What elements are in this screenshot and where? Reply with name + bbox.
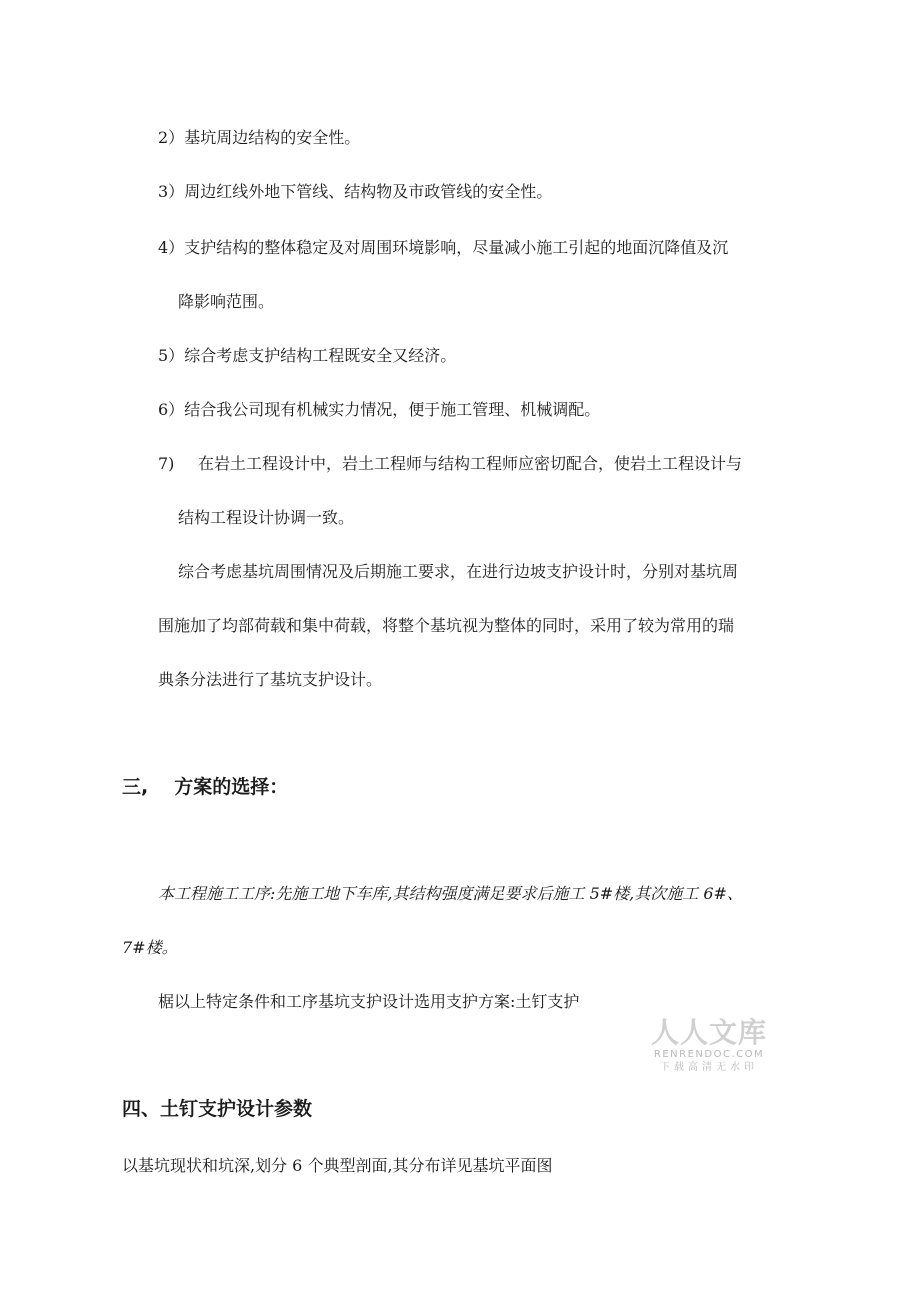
list-item-5 (158, 346, 456, 366)
list-text: 支护结构的整体稳定及对周围环境影响，尽量减小施工引起的地面沉降值及沉 (184, 238, 729, 257)
sequence-line-1: 本工程施工工序:先施工地下车库,其结构强度满足要求后施工 5#楼,其次施工 6#、 (158, 884, 743, 903)
list-text: 综合考虑支护结构工程既安全又经济。 (184, 346, 457, 365)
list-number: 5） (158, 346, 185, 365)
list-number: 3） (158, 182, 185, 201)
summary-line-1: 综合考虑基坑周围情况及后期施工要求，在进行边坡支护设计时，分别对基坑周 (178, 562, 739, 581)
summary-line-2: 围施加了均部荷载和集中荷载，将整个基坑视为整体的同时，采用了较为常用的瑞 (158, 616, 735, 635)
list-item-4 (158, 238, 728, 258)
section-4-heading: 四、土钉支护设计参数 (122, 1098, 313, 1120)
list-item-7-continuation: 结构工程设计协调一致。 (178, 508, 355, 527)
sequence-line-2: 7#楼。 (122, 938, 178, 957)
list-text: 结合我公司现有机械实力情况，便于施工管理、机械调配。 (184, 400, 601, 419)
list-text: 周边红线外地下管线、结构物及市政管线的安全性。 (184, 182, 553, 201)
list-item-3 (158, 182, 552, 202)
list-item-4-continuation: 降影响范围。 (178, 292, 275, 311)
section-3-title: 方案的选择： (174, 776, 289, 798)
list-number: 6） (158, 400, 185, 419)
section-3-heading (122, 775, 288, 799)
summary-line-3: 典条分法进行了基坑支护设计。 (158, 670, 383, 689)
watermark-slogan: 下载高清无水印 (660, 1062, 758, 1073)
list-item-2 (158, 128, 360, 148)
list-text: 基坑周边结构的安全性。 (184, 128, 361, 147)
scheme-selection-line: 椐以上特定条件和工序基坑支护设计选用支护方案:土钉支护 (158, 992, 580, 1011)
list-item-6 (158, 400, 600, 420)
list-number: 2） (158, 128, 185, 147)
section-3-number: 三, (122, 776, 149, 798)
list-item-7 (158, 454, 742, 474)
list-number: 4） (158, 238, 185, 257)
section-4-text: 以基坑现状和坑深,划分 6 个典型剖面,其分布详见基坑平面图 (122, 1156, 553, 1175)
watermark-title: 人人文库 (650, 1016, 767, 1049)
watermark-domain: RENRENDOC.COM (653, 1049, 765, 1060)
list-number: 7) (158, 454, 175, 473)
list-text: 在岩土工程设计中，岩土工程师与结构工程师应密切配合，使岩土工程设计与 (198, 454, 743, 473)
watermark-logo (646, 1018, 772, 1074)
